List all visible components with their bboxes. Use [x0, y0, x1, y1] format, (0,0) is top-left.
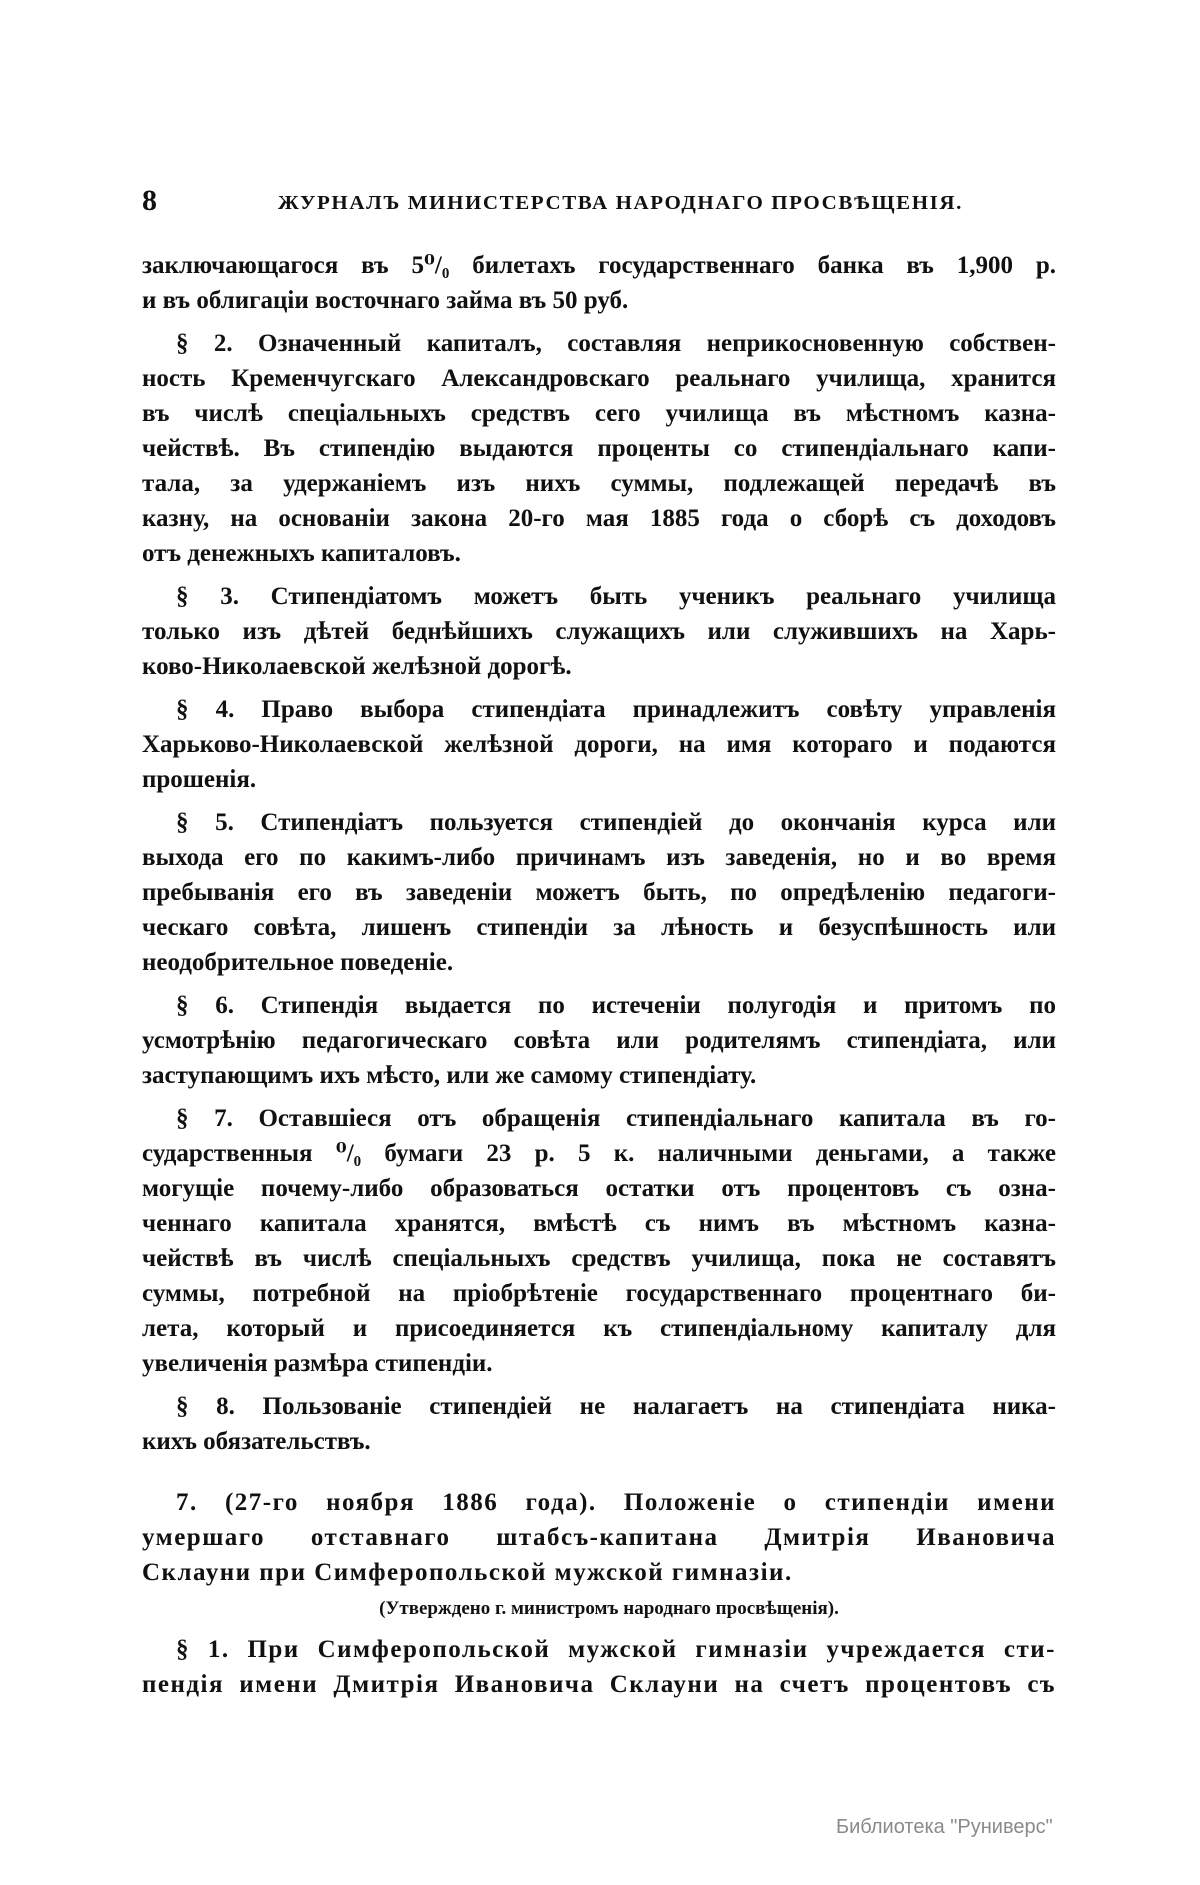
- page-number: 8: [142, 184, 157, 217]
- text-line: суммы, потребной на пріобрѣтеніе государственнаго процентнаго би-: [142, 1280, 1056, 1307]
- text-line: ческаго совѣта, лишенъ стипендіи за лѣность и безуспѣшность или: [142, 914, 1056, 941]
- paragraph: [142, 326, 1056, 571]
- text-line: 7. (27-го ноября 1886 года). Положеніе о стипендіи имени: [176, 1489, 1056, 1516]
- text-line: тала, за удержаніемъ изъ нихъ суммы, подлежащей передачѣ въ: [142, 470, 1056, 497]
- paragraph: [142, 805, 1056, 980]
- text-line: лета, который и присоединяется къ стипендіальному капиталу для: [142, 1315, 1056, 1342]
- section-heading: [142, 1485, 1056, 1590]
- text-line: заключающагося въ 5⁰/₀ билетахъ государственнаго банка въ 1,900 р.: [142, 252, 1056, 279]
- paragraph: [142, 988, 1056, 1093]
- text-line: пендія имени Дмитрія Ивановича Склауни на счетъ процентовъ съ: [142, 1671, 1056, 1698]
- journal-title: ЖУРНАЛЪ МИНИСТЕРСТВА НАРОДНАГО ПРОСВѢЩЕНІЯ.: [278, 192, 963, 214]
- text-line: § 3. Стипендіатомъ можетъ быть ученикъ реальнаго училища: [176, 583, 1056, 610]
- text-line: въ числѣ спеціальныхъ средствъ сего училища въ мѣстномъ казна-: [142, 400, 1056, 427]
- text-line: § 4. Право выбора стипендіата принадлежитъ совѣту управленія: [176, 696, 1056, 723]
- text-line: прошенія.: [142, 766, 257, 793]
- text-line: ность Кременчугскаго Александровскаго реальнаго училища, хранится: [142, 365, 1056, 392]
- text-line: § 2. Означенный капиталъ, составляя неприкосновенную собствен-: [176, 330, 1056, 357]
- approval-note: (Утверждено г. министромъ народнаго просвѣщенія).: [379, 1598, 839, 1619]
- text-line: Харьково-Николаевской желѣзной дороги, на имя котораго и подаются: [142, 731, 1056, 758]
- text-line: сударственныя ⁰/₀ бумаги 23 р. 5 к. наличными деньгами, а также: [142, 1140, 1056, 1167]
- text-line: чействѣ въ числѣ спеціальныхъ средствъ училища, пока не составятъ: [142, 1245, 1056, 1272]
- text-line: неодобрительное поведеніе.: [142, 949, 454, 976]
- text-line: § 8. Пользованіе стипендіей не налагаетъ на стипендіата ника-: [176, 1393, 1056, 1420]
- text-line: кихъ обязательствъ.: [142, 1428, 371, 1455]
- text-line: ченнаго капитала хранятся, вмѣстѣ съ нимъ въ мѣстномъ казна-: [142, 1210, 1056, 1237]
- paragraph: [142, 692, 1056, 797]
- text-line: и въ облигаціи восточнаго займа въ 50 руб.: [142, 287, 629, 314]
- text-line: умершаго отставнаго штабсъ-капитана Дмитрія Ивановича: [142, 1524, 1056, 1551]
- text-line: отъ денежныхъ капиталовъ.: [142, 540, 461, 567]
- library-watermark: Библиотека "Руниверс": [836, 1816, 1053, 1838]
- statute-paragraphs: [142, 248, 1056, 1459]
- text-line: § 7. Оставшіеся отъ обращенія стипендіальнаго капитала въ го-: [176, 1105, 1056, 1132]
- text-line: только изъ дѣтей беднѣйшихъ служащихъ или служившихъ на Харь-: [142, 618, 1056, 645]
- text-line: § 5. Стипендіатъ пользуется стипендіей до окончанія курса или: [176, 809, 1056, 836]
- page-body: [142, 248, 1056, 1702]
- text-line: увеличенія размѣра стипендіи.: [142, 1350, 493, 1377]
- running-header: [142, 184, 1056, 220]
- paragraph: [142, 248, 1056, 318]
- paragraph: [142, 579, 1056, 684]
- text-line: § 1. При Симферопольской мужской гимназіи учреждается сти-: [176, 1636, 1056, 1663]
- text-line: выхода его по какимъ-либо причинамъ изъ заведенія, но и во время: [142, 844, 1056, 871]
- paragraph: [142, 1101, 1056, 1381]
- text-line: могущіе почему-либо образоваться остатки отъ процентовъ съ озна-: [142, 1175, 1056, 1202]
- text-line: казну, на основаніи закона 20-го мая 1885 года о сборѣ съ доходовъ: [142, 505, 1056, 532]
- text-line: чействѣ. Въ стипендію выдаются проценты со стипендіальнаго капи-: [142, 435, 1056, 462]
- text-line: Склауни при Симферопольской мужской гимназіи.: [142, 1559, 793, 1586]
- section-7: [142, 1485, 1056, 1702]
- text-line: § 6. Стипендія выдается по истеченіи полугодія и притомъ по: [176, 992, 1056, 1019]
- section-paragraph-1: [142, 1632, 1056, 1702]
- text-line: ково-Николаевской желѣзной дорогѣ.: [142, 653, 572, 680]
- paragraph: [142, 1389, 1056, 1459]
- text-line: заступающимъ ихъ мѣсто, или же самому стипендіату.: [142, 1062, 757, 1089]
- text-line: усмотрѣнію педагогическаго совѣта или родителямъ стипендіата, или: [142, 1027, 1056, 1054]
- text-line: пребыванія его въ заведеніи можетъ быть, по опредѣленію педагоги-: [142, 879, 1056, 906]
